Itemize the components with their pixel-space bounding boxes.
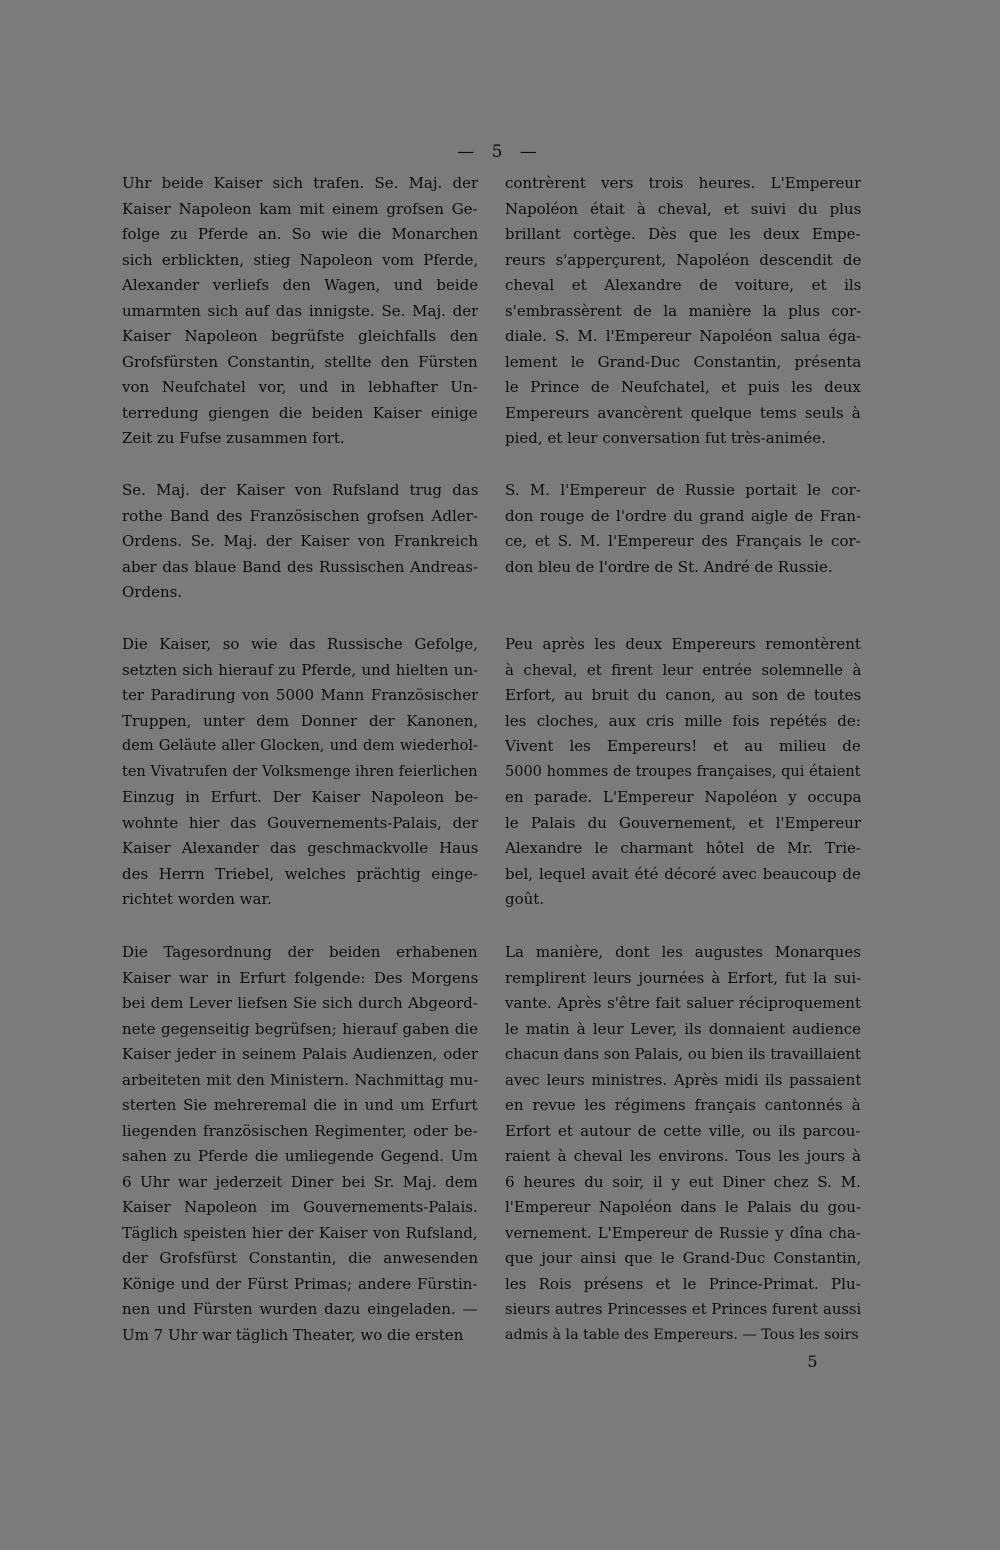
- text-line: bei dem Lever liefsen Sie sich durch Abgeord-: [122, 994, 478, 1012]
- text-line: Ordens. Se. Maj. der Kaiser von Frankreich: [122, 532, 478, 550]
- text-line: admis à la table des Empereurs. — Tous les soirs: [505, 1326, 859, 1343]
- text-line: 6 Uhr war jederzeit Diner bei Sr. Maj. dem: [122, 1172, 478, 1191]
- text-line: diale. S. M. l'Empereur Napoléon salua éga-: [505, 327, 861, 345]
- text-line: vante. Après s'être fait saluer réciproquement: [505, 994, 861, 1012]
- text-line: à cheval, et firent leur entrée solemnelle à: [505, 660, 861, 679]
- french-paragraph-2: [505, 478, 861, 580]
- text-line: ten Vivatrufen der Volksmenge ihren feierlichen: [122, 763, 478, 780]
- text-line: le Palais du Gouvernement, et l'Empereur: [505, 813, 861, 832]
- text-line: Se. Maj. der Kaiser von Rufsland trug das: [122, 481, 478, 499]
- french-paragraph-1: [505, 171, 861, 452]
- text-line: les Rois présens et le Prince-Primat. Plu-: [505, 1274, 861, 1293]
- text-line: Kaiser Napoleon kam mit einem grofsen Ge-: [122, 199, 478, 218]
- text-line: le Prince de Neufchatel, et puis les deux: [505, 378, 861, 396]
- text-line: Könige und der Fürst Primas; andere Fürstin-: [122, 1274, 478, 1293]
- text-line: raient à cheval les environs. Tous les jours à: [505, 1147, 861, 1165]
- text-line: richtet worden war.: [122, 890, 272, 908]
- text-line: le matin à leur Lever, ils donnaient audience: [505, 1019, 861, 1038]
- german-paragraph-1: [122, 171, 478, 452]
- text-line: Peu après les deux Empereurs remontèrent: [505, 635, 861, 653]
- text-line: nete gegenseitig begrüfsen; hierauf gaben die: [122, 1019, 478, 1038]
- text-line: Alexander verliefs den Wagen, und beide: [122, 276, 478, 294]
- text-line: que jour ainsi que le Grand-Duc Constantin,: [505, 1249, 861, 1267]
- text-line: remplirent leurs journées à Erfort, fut la sui-: [505, 968, 861, 987]
- text-line: sterten Sie mehreremal die in und um Erfurt: [122, 1096, 478, 1114]
- text-line: Napoléon était à cheval, et suivi du plus: [505, 199, 861, 218]
- text-line: cheval et Alexandre de voiture, et ils: [505, 276, 861, 294]
- text-line: aber das blaue Band des Russischen Andreas-: [122, 557, 478, 576]
- signature-mark: 5: [807, 1352, 818, 1371]
- text-line: Kaiser Napoleon im Gouvernements-Palais.: [122, 1198, 478, 1216]
- page-number-header: — 5 —: [457, 142, 543, 162]
- text-line: wohnte hier das Gouvernements-Palais, der: [122, 813, 478, 832]
- text-line: goût.: [505, 890, 545, 908]
- text-line: setzten sich hierauf zu Pferde, und hielten un-: [122, 660, 478, 679]
- french-paragraph-4: [505, 940, 861, 1348]
- text-line: Ordens.: [122, 583, 183, 601]
- text-line: Die Tagesordnung der beiden erhabenen: [122, 943, 478, 961]
- text-line: vernement. L'Empereur de Russie y dîna cha-: [505, 1223, 861, 1242]
- text-line: liegenden französischen Regimenter, oder be-: [122, 1121, 478, 1140]
- german-paragraph-3: [122, 632, 478, 913]
- text-line: Kaiser war in Erfurt folgende: Des Morgens: [122, 968, 478, 987]
- text-line: Alexandre le charmant hôtel de Mr. Trie-: [505, 839, 861, 857]
- text-line: rothe Band des Französischen grofsen Adler-: [122, 506, 478, 525]
- text-line: en parade. L'Empereur Napoléon y occupa: [505, 788, 861, 806]
- text-line: les cloches, aux cris mille fois repétés de:: [505, 711, 861, 730]
- text-line: Empereurs avancèrent quelque tems seuls à: [505, 403, 861, 422]
- text-line: s'embrassèrent de la manière la plus cor-: [505, 301, 861, 320]
- text-line: des Herrn Triebel, welches prächtig einge-: [122, 864, 478, 883]
- text-line: sahen zu Pferde die umliegende Gegend. Um: [122, 1147, 478, 1165]
- text-line: umarmten sich auf das innigste. Se. Maj. der: [122, 301, 478, 320]
- text-line: La manière, dont les augustes Monarques: [505, 943, 861, 961]
- text-line: pied, et leur conversation fut très-animée.: [505, 429, 826, 447]
- text-line: ce, et S. M. l'Empereur des Français le cor-: [505, 532, 861, 550]
- text-line: Um 7 Uhr war täglich Theater, wo die ersten: [122, 1325, 464, 1344]
- text-line: Die Kaiser, so wie das Russische Gefolge,: [122, 635, 478, 653]
- text-line: Erfort, au bruit du canon, au son de toutes: [505, 686, 861, 704]
- text-line: sich erblickten, stieg Napoleon vom Pferde,: [122, 250, 478, 269]
- text-line: Vivent les Empereurs! et au milieu de: [505, 737, 861, 755]
- text-line: Einzug in Erfurt. Der Kaiser Napoleon be-: [122, 788, 478, 806]
- text-line: don bleu de l'ordre de St. André de Russie.: [505, 557, 833, 576]
- text-line: don rouge de l'ordre du grand aigle de Fran-: [505, 506, 861, 525]
- text-line: sieurs autres Princesses et Princes furent aussi: [505, 1301, 861, 1318]
- text-line: Uhr beide Kaiser sich trafen. Se. Maj. der: [122, 174, 478, 192]
- text-line: Kaiser Alexander das geschmackvolle Haus: [122, 839, 478, 857]
- text-line: Kaiser Napoleon begrüfste gleichfalls den: [122, 327, 478, 345]
- text-line: Erfort et autour de cette ville, ou ils parcou-: [505, 1121, 861, 1140]
- text-line: arbeiteten mit den Ministern. Nachmittag mu-: [122, 1070, 478, 1089]
- text-line: 6 heures du soir, il y eut Diner chez S. M.: [505, 1172, 861, 1191]
- french-paragraph-3: [505, 632, 861, 913]
- text-line: reurs s'apperçurent, Napoléon descendit de: [505, 250, 861, 269]
- text-line: nen und Fürsten wurden dazu eingeladen. —: [122, 1300, 478, 1318]
- text-line: avec leurs ministres. Après midi ils passaient: [505, 1070, 861, 1089]
- text-line: Täglich speisten hier der Kaiser von Rufsland,: [122, 1223, 478, 1242]
- text-line: Zeit zu Fufse zusammen fort.: [122, 429, 345, 447]
- text-line: chacun dans son Palais, ou bien ils travaillaient: [505, 1046, 861, 1063]
- text-line: von Neufchatel vor, und in lebhafter Un-: [122, 378, 478, 396]
- text-line: en revue les régimens français cantonnés à: [505, 1096, 861, 1114]
- text-line: dem Geläute aller Glocken, und dem wiederhol-: [122, 738, 478, 754]
- text-line: contrèrent vers trois heures. L'Empereur: [505, 174, 861, 192]
- text-line: bel, lequel avait été décoré avec beaucoup de: [505, 864, 861, 883]
- text-line: l'Empereur Napoléon dans le Palais du gou-: [505, 1198, 861, 1216]
- german-paragraph-4: [122, 940, 478, 1348]
- text-line: brillant cortège. Dès que les deux Empe-: [505, 225, 861, 243]
- text-line: ter Paradirung von 5000 Mann Französischer: [122, 686, 478, 704]
- text-line: Kaiser jeder in seinem Palais Audienzen, oder: [122, 1045, 478, 1063]
- text-line: Grofsfürsten Constantin, stellte den Fürsten: [122, 352, 478, 371]
- text-line: 5000 hommes de troupes françaises, qui étaient: [505, 763, 861, 780]
- text-line: terredung giengen die beiden Kaiser einige: [122, 403, 478, 422]
- text-line: Truppen, unter dem Donner der Kanonen,: [122, 711, 478, 730]
- text-line: der Grofsfürst Constantin, die anwesenden: [122, 1249, 478, 1267]
- text-line: folge zu Pferde an. So wie die Monarchen: [122, 225, 478, 243]
- text-line: lement le Grand-Duc Constantin, présenta: [505, 352, 861, 371]
- text-line: S. M. l'Empereur de Russie portait le cor-: [505, 481, 861, 499]
- german-paragraph-2: [122, 478, 478, 606]
